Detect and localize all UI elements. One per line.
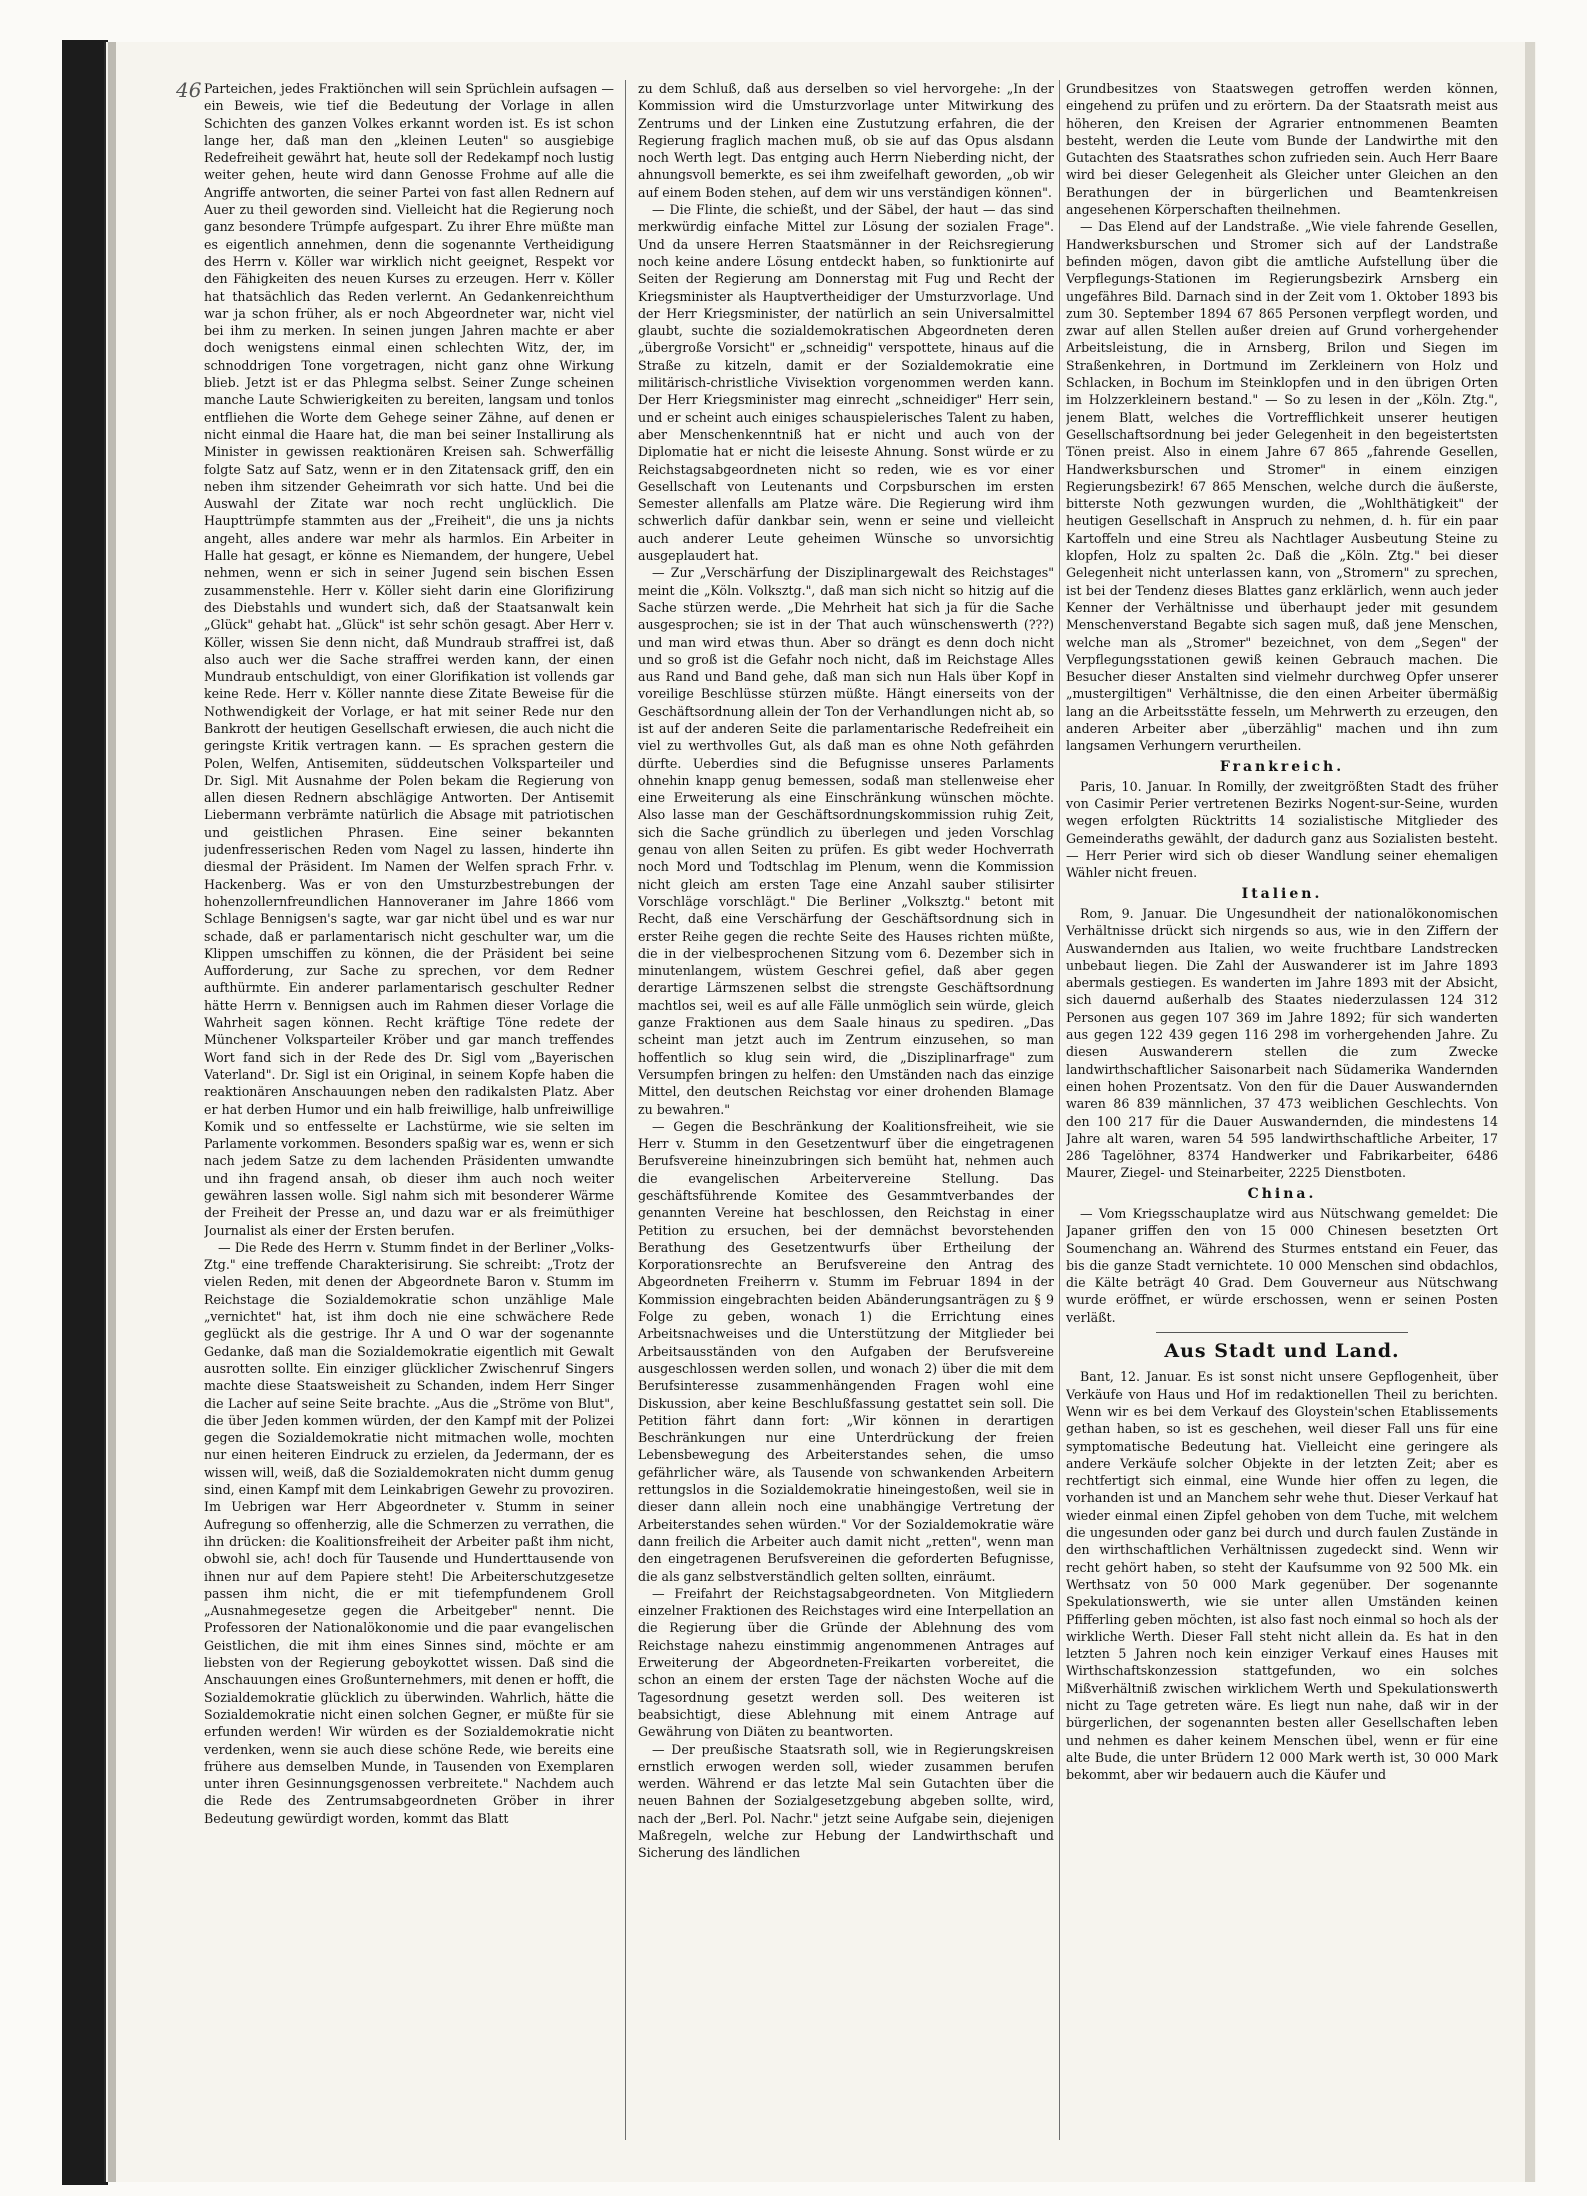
page-edge: [1525, 42, 1535, 2182]
article-paragraph: — Das Elend auf der Landstraße. „Wie viele fahrende Gesellen, Handwerksburschen und Stromer sich auf der Landstraße befinden mögen, davon gibt die amtliche Aufstellung über die Verpflegungs-Stationen im Regierungsbezirk Arnsberg ein ungefähres Bild. Darnach sind in der Zeit vom 1. Oktober 1893 bis zum 30. September 1894 67 865 Personen verpflegt worden, und zwar auf allen Stellen außer dreien auf Grund vorhergehender Arbeitsleistung, die in Arnsberg, Brilon und Siegen im Straßenkehren, in Dortmund im Zerkleinern von Holz und Schlacken, in Bochum im Steinklopfen und in den übrigen Orten im Holzzerkleinern bestand." — So zu lesen in der „Köln. Ztg.", jenem Blatt, welches die Vortrefflichkeit unserer heutigen Gesellschaftsordnung bei jeder Gelegenheit in den begeistertsten Tönen preist. Also in einem Jahre 67 865 „fahrende Gesellen, Handwerksburschen und Stromer" in einem einzigen Regierungsbezirk! 67 865 Menschen, welche durch die äußerste, bitterste Noth gezwungen wurden, die „Wohlthätigkeit" der heutigen Gesellschaft in Anspruch zu nehmen, d. h. für ein paar Kartoffeln und eine Streu als Nachtlager Ausbeutung Steine zu klopfen, Holz zu spalten 2c. Daß die „Köln. Ztg." bei dieser Gelegenheit nicht unterlassen kann, von „Stromern" zu sprechen, ist bei der Tendenz dieses Blattes ganz erklärlich, wenn auch jeder Kenner der Verhältnisse und überhaupt jeder mit gesundem Menschenverstand Begabte sich sagen muß, daß jene Menschen, welche man als „Stromer" bezeichnet, von dem „Segen" der Verpflegungsstationen gewiß keinen Gebrauch machen. Die Besucher dieser Anstalten sind vielmehr durchweg Opfer unserer „mustergiltigen" Verhältnisse, die den einen Arbeiter übermäßig lang an die Arbeitsstätte fesseln, um Mehrwerth zu erzeugen, den anderen Arbeiter aber „überzählig" machen und ihn zum langsamen Verhungern verurtheilen.: [1066, 219, 1498, 754]
article-paragraph: Rom, 9. Januar. Die Ungesundheit der nationalökonomischen Verhältnisse drückt sich nirgends so aus, wie in den Ziffern der Auswandernden aus Italien, wo weite fruchtbare Landstrecken unbebaut liegen. Die Zahl der Auswanderer ist im Jahre 1893 abermals gestiegen. Es wanderten im Jahre 1893 mit der Absicht, sich dauernd außerhalb des Staates niederzulassen 124 312 Personen aus gegen 107 369 im Jahre 1892; für sich wanderten aus gegen 122 439 gegen 116 298 im vorhergehenden Jahre. Zu diesen Auswanderern stellen die zum Zwecke landwirthschaftlicher Saisonarbeit nach Südamerika Wandernden einen hohen Prozentsatz. Von den für die Dauer Auswandernden waren 86 839 männlichen, 37 473 weiblichen Geschlechts. Von den 100 217 für die Dauer Auswandernden, die mindestens 14 Jahre alt waren, waren 54 595 landwirthschaftliche Arbeiter, 17 286 Tagelöhner, 8374 Handwerker und Fabrikarbeiter, 6486 Maurer, Ziegel- und Steinarbeiter, 2225 Dienstboten.: [1066, 905, 1498, 1181]
page-number: 46: [176, 78, 202, 102]
article-paragraph: zu dem Schluß, daß aus derselben so viel hervorgehe: „In der Kommission wird die Umsturzvorlage unter Mitwirkung des Zentrums und der Linken eine Zustutzung erfahren, die der Regierung fraglich machen muß, ob sie auf das Opus alsdann noch Werth legt. Das entging auch Herrn Nieberding nicht, der ahnungsvoll bemerkte, es sei ihm zweifelhaft geworden, „ob wir auf einem Boden stehen, auf dem wir uns verständigen können".: [638, 81, 1054, 200]
article-paragraph: — Die Flinte, die schießt, und der Säbel, der haut — das sind merkwürdig einfache Mittel zur Lösung der sozialen Frage". Und da unsere Herren Staatsmänner in der Reichsregierung noch keine andere Lösung entdeckt haben, so funktionirte auf Seiten der Regierung am Donnerstag mit Fug und Recht der Kriegsminister als Hauptvertheidiger der Umsturzvorlage. Und der Herr Kriegsminister, der natürlich an sein Universalmittel glaubt, suchte die sozialdemokratischen Abgeordneten deren „übergroße Vorsicht" er „schneidig" verspottete, hinaus auf die Straße zu kitzeln, damit er der Sozialdemokratie eine militärisch-christliche Vivisektion vorgenommen werden kann. Der Herr Kriegsminister mag einrecht „schneidiger" Herr sein, und er scheint auch einiges schauspielerisches Talent zu haben, aber Menschenkenntniß hat er nicht und auch von der Diplomatie hat er nicht die leiseste Ahnung. Sonst würde er zu Reichstagsabgeordneten nicht so reden, wie es vor einer Gesellschaft von Leutenants und Corpsburschen im ersten Semester allenfalls am Platze wäre. Die Regierung wird ihm schwerlich dafür dankbar sein, wenn er seine und vielleicht auch anderer Leute geheimen Wünsche so unvorsichtig ausgeplaudert hat.: [638, 202, 1054, 564]
article-paragraph: Grundbesitzes von Staatswegen getroffen werden können, eingehend zu prüfen und zu erörtern. Da der Staatsrath meist aus höheren, den Kreisen der Agrarier entnommenen Beamten besteht, werden die Leute vom Bunde der Landwirthe mit den Gutachten des Staatsrathes schon zufrieden sein. Auch Herr Baare wird bei dieser Gelegenheit als Gleicher unter Gleichen an den Berathungen der in bürgerlichen und Beamtenkreisen angesehenen Körperschaften theilnehmen.: [1066, 81, 1498, 218]
article-paragraph: — Vom Kriegsschauplatze wird aus Nütschwang gemeldet: Die Japaner griffen den von 15 000 Chinesen besetzten Ort Soumenchang an. Während des Sturmes entstand ein Feuer, das bis die ganze Stadt vernichtete. 10 000 Menschen sind obdachlos, die Kälte beträgt 40 Grad. Dem Gouverneur aus Nütschwang wurde eröffnet, er würde erschossen, wenn er seinen Posten verläßt.: [1066, 1206, 1498, 1325]
article-paragraph: — Der preußische Staatsrath soll, wie in Regierungskreisen ernstlich erwogen werden soll, wieder zusammen berufen werden. Während er das letzte Mal sein Gutachten über die neuen Bahnen der Sozialgesetzgebung abgeben sollte, wird, nach der „Berl. Pol. Nachr." jetzt seine Aufgabe sein, diejenigen Maßregeln, welche zur Hebung der Landwirthschaft und Sicherung des ländlichen: [638, 1741, 1054, 1861]
article-paragraph: Parteichen, jedes Fraktiönchen will sein Sprüchlein aufsagen — ein Beweis, wie tief die Bedeutung der Vorlage in allen Schichten des ganzen Volkes erkannt worden ist. Es ist schon lange her, daß man den „kleinen Leuten" so ausgiebige Redefreiheit gewährt hat, heute soll der Redekampf noch lustig weiter gehen, heute wird dann Genosse Frohme auf alle die Angriffe antworten, die seiner Partei von fast allen Rednern auf Auer zu theil geworden sind. Vielleicht hat die Regierung noch ganz besondere Trümpfe aufgespart. Zu ihrer Ehre müßte man es eigentlich annehmen, denn die sogenannte Vertheidigung des Herrn v. Köller war wirklich nicht geeignet, Respekt vor den Fähigkeiten des neuen Kurses zu erzeugen. Herr v. Köller hat thatsächlich das Reden verlernt. An Gedankenreichthum war ja schon früher, als er noch Abgeordneter war, nicht viel bei ihm zu merken. In seinen jungen Jahren machte er aber doch wenigstens einmal einen schlechten Witz, der, im schnoddrigen Tone vorgetragen, nicht ganz ohne Wirkung blieb. Jetzt ist er das Phlegma selbst. Seiner Zunge scheinen manche Laute Schwierigkeiten zu bereiten, langsam und tonlos entfliehen die Worte dem Gehege seiner Zähne, auf denen er nicht einmal die Haare hat, die man bei seiner Installirung als Minister in gewissen reaktionären Kreisen sah. Schwerfällig folgte Satz auf Satz, wenn er in den Zitatensack griff, den ein neben ihm sitzender Geheimrath vor sich hatte. Und bei die Auswahl der Zitate war noch recht unglücklich. Die Haupttrümpfe stammten aus der „Freiheit", die uns ja nichts angeht, alles andere war mehr als harmlos. Ein Arbeiter in Halle hat gesagt, er könne es Niemandem, der hungere, Uebel nehmen, wenn er sich in seiner Jugend sein bischen Essen zusammenstehle. Herr v. Köller sieht darin eine Glorifizirung des Diebstahls und wundert sich, daß der Staatsanwalt kein „Glück" gehabt hat. „Glück" ist sehr schön gesagt. Aber Herr v. Köller, wissen Sie denn nicht, daß Mundraub straffrei ist, daß also auch wer die Sache straffrei werden kann, der einen Mundraub entschuldigt, von einer Glorifikation ist vollends gar keine Rede. Herr v. Köller nannte diese Zitate Beweise für die Nothwendigkeit der Vorlage, er hat mit seiner Rede nur den Bankrott der heutigen Gesellschaft erwiesen, die auch nicht die geringste Kritik vertragen kann. — Es sprachen gestern die Polen, Welfen, Antisemiten, süddeutschen Volksparteiler und Dr. Sigl. Mit Ausnahme der Polen bekam die Regierung von allen diesen Rednern abschlägige Antworten. Der Antisemit Liebermann verbrämte natürlich die Absage mit patriotischen und geistlichen Phrasen. Eine seiner bekannten judenfresserischen Reden vom Nagel zu lassen, hinderte ihn diesmal der Präsident. Im Namen der Welfen sprach Frhr. v. Hackenberg. Was er von den Umsturzbestrebungen der hohenzollernfreundlichen Hannoveraner im Jahre 1866 vom Schlage Bennigsen's sagte, war gar nicht übel und es war nur schade, daß er parlamentarisch nicht geschulter war, um die Klippen umschiffen zu können, die der Präsident bei seine Aufforderung, zur Sache zu sprechen, vor dem Redner aufthürmte. Ein anderer parlamentarisch geschulter Redner hätte Herrn v. Bennigsen auch im Rahmen dieser Vorlage die Wahrheit sagen können. Recht kräftige Töne redete der Münchener Volksparteiler Kröber und gar manch treffendes Wort fand sich in der Rede des Dr. Sigl vom „Bayerischen Vaterland". Dr. Sigl ist ein Original, in seinem Kopfe haben die reaktionären Anschauungen neben den radikalsten Platz. Aber er hat derben Humor und ein halb freiwillige, halb unfreiwillige Komik und so entfesselte er Lachstürme, wie sie selten im Parlamente vorkommen. Besonders spaßig war es, wenn er sich nach jedem Satze zu dem lachenden Präsidenten umwandte und ihn fragend ansah, ob dieser ihm auch noch weiter gewähren lassen wolle. Sigl nahm sich mit besonderer Wärme der Freiheit der Presse an, und dazu war er als freimüthiger Journalist als einer der Ersten berufen.: [204, 81, 614, 1238]
book-binding: [62, 40, 108, 2185]
article-paragraph: — Freifahrt der Reichstagsabgeordneten. Von Mitgliedern einzelner Fraktionen des Reichstages wird eine Interpellation an die Regierung über die Gründe der Ablehnung des vom Reichstage nahezu einstimmig angenommenen Antrages auf Erweiterung der Abgeordneten-Freikarten vorbereitet, die schon an einem der ersten Tage der nächsten Woche auf die Tagesordnung gesetzt werden soll. Des weiteren ist beabsichtigt, diese Ablehnung mit einem Antrage auf Gewährung von Diäten zu beantworten.: [638, 1585, 1054, 1740]
column-3: [1066, 80, 1498, 2140]
article-paragraph: Bant, 12. Januar. Es ist sonst nicht unsere Gepflogenheit, über Verkäufe von Haus und Hof im redaktionellen Theil zu berichten. Wenn wir es bei dem Verkauf des Gloystein'schen Etablissements gethan haben, so ist es geschehen, weil dieser Fall uns für eine symptomatische Bedeutung hat. Vielleicht eine geringere als andere Verkäufe solcher Objekte in der letzten Zeit; aber es rechtfertigt sich einmal, eine Wunde hier offen zu legen, die vorhanden ist und an Manchem sehr wehe thut. Dieser Verkauf hat wieder einmal einen Zipfel gehoben von dem Tuche, mit welchem die ungesunden oder ganz bei durch und durch faulen Zustände in den wirthschaftlichen Verhältnissen zugedeckt sind. Wenn wir recht gehört haben, so steht der Kaufsumme von 92 500 Mk. ein Werthsatz von 50 000 Mark gegenüber. Der sogenannte Spekulationswerth, wie sie unter allen Umständen keinen Pfifferling geben möchten, ist also fast noch einmal so hoch als der wirkliche Werth. Dieser Fall steht nicht allein da. Es hat in den letzten 5 Jahren noch kein einziger Verkauf eines Hauses mit Wirthschaftskonzession stattgefunden, wo ein solches Mißverhältniß zwischen wirklichem Werth und Spekulationswerth nicht zu Tage getreten wäre. Es liegt nun nahe, daß wir in der bürgerlichen, der sogenannten besten aller Gesellschaften leben und nehmen es daher keinem Menschen übel, wenn er für eine alte Bude, die unter Brüdern 12 000 Mark werth ist, 30 000 Mark bekommt, aber wir bedauern auch die Käufer und: [1066, 1369, 1498, 1783]
section-heading-stadt-land: Aus Stadt und Land.: [1164, 1340, 1400, 1363]
column-1: [204, 80, 614, 2140]
section-heading-frankreich: Frankreich.: [1219, 758, 1345, 775]
column-rule: [1059, 80, 1060, 2140]
section-heading-italien: Italien.: [1241, 885, 1323, 902]
article-paragraph: — Gegen die Beschränkung der Koalitionsfreiheit, wie sie Herr v. Stumm in den Gesetzentwurf über die eingetragenen Berufsvereine hineinzubringen sich bemüht hat, nehmen auch die evangelischen Arbeitervereine Stellung. Das geschäftsführende Komitee des Gesammtverbandes der genannten Vereine hat beschlossen, den Reichstag in einer Petition zu ersuchen, bei der demnächst bevorstehenden Berathung des Gesetzentwurfs über Ertheilung der Korporationsrechte an Berufsvereine den Antrag des Abgeordneten Freiherrn v. Stumm im Februar 1894 in der Kommission eingebrachten beiden Abänderungsanträgen zu § 9 Folge zu geben, wonach 1) die Errichtung eines Arbeitsnachweises und die Unterstützung der Mitglieder bei Arbeitsausständen von den Aufgaben der Berufsvereine ausgeschlossen werden sollen, und wonach 2) über die mit dem Berufsinteresse zusammenhängenden Fragen wohl eine Diskussion, aber keine Beschlußfassung gestattet sein soll. Die Petition fährt dann fort: „Wir können in derartigen Beschränkungen nur eine Unterdrückung der freien Lebensbewegung des Arbeiterstandes sehen, die umso gefährlicher wäre, als Tausende von schwankenden Arbeitern rettungslos in die Sozialdemokratie hineingestoßen, weil sie in dieser dann allein noch eine unabhängige Vertretung der Arbeiterstandes sehen würden." Vor der Sozialdemokratie wäre dann freilich die Arbeiter auch damit nicht „retten", wenn man den eingetragenen Berufsvereinen die geforderten Befugnisse, die als ganz selbstverständlich gelten sollten, einräumt.: [638, 1118, 1054, 1584]
binding-edge: [108, 42, 116, 2182]
article-paragraph: Paris, 10. Januar. In Romilly, der zweitgrößten Stadt des früher von Casimir Perier vertretenen Bezirks Nogent-sur-Seine, wurden wegen erfolgten Rücktritts 14 sozialistische Mitglieder des Gemeinderaths gewählt, der dadurch ganz aus Sozialisten besteht. — Herr Perier wird sich ob dieser Wandlung seiner ehemaligen Wähler nicht freuen.: [1066, 778, 1498, 881]
section-heading-china: China.: [1247, 1185, 1317, 1202]
article-paragraph: — Die Rede des Herrn v. Stumm findet in der Berliner „Volks-Ztg." eine treffende Charakterisirung. Sie schreibt: „Trotz der vielen Reden, mit denen der Abgeordnete Baron v. Stumm im Reichstage die Sozialdemokratie schon unzählige Male „vernichtet" hat, ist ihm doch nie eine schwächere Rede geglückt als die gestrige. Ihr A und O war der sogenannte Gedanke, daß man die Sozialdemokratie eigentlich mit Gewalt ausrotten sollte. Ein einziger glücklicher Zwischenruf Singers machte diese Staatsweisheit zu Schanden, indem Herr Singer die Lacher auf seine Seite brachte. „Aus die „Ströme von Blut", die über Jeden kommen würden, der den Kampf mit der Polizei gegen die Sozialdemokratie nicht mitmachen wolle, mochten nur einen heiteren Eindruck zu erzielen, da Jedermann, der es wissen will, weiß, daß die Sozialdemokraten nicht dumm genug sind, einen Kampf mit dem Leinkabrigen Gewehr zu provoziren. Im Uebrigen war Herr Abgeordneter v. Stumm in seiner Aufregung so offenherzig, alle die Schmerzen zu verrathen, die ihn drücken: die Koalitionsfreiheit der Arbeiter paßt ihm nicht, obwohl sie, ach! doch für Tausende und Hunderttausende von ihnen nur auf dem Papiere steht! Die Arbeiterschutzgesetze passen ihm nicht, die er mit tiefempfundenem Groll „Ausnahmegesetze gegen die Arbeitgeber" nennt. Die Professoren der Nationalökonomie und die paar evangelischen Geistlichen, die mit ihm eines Sinnes sind, möchte er am liebsten von der Regierung geboykottet wissen. Daß sind die Anschauungen eines Großunternehmers, mit denen er hofft, die Sozialdemokratie glücklich zu überwinden. Wahrlich, hätte die Sozialdemokratie nicht einen solchen Gegner, er müßte für sie erfunden werden! Wir würden es der Sozialdemokratie nicht verdenken, wenn sie auch diese schöne Rede, wie bereits eine frühere aus demselben Munde, in Tausenden von Exemplaren unter ihren Gesinnungsgenossen verbreitete." Nachdem auch die Rede des Zentrumsabgeordneten Gröber in ihrer Bedeutung gewürdigt worden, kommt das Blatt: [204, 1239, 614, 1826]
column-2: [638, 80, 1054, 2140]
article-paragraph: — Zur „Verschärfung der Disziplinargewalt des Reichstages" meint die „Köln. Volksztg.", daß man sich nicht so hitzig auf die Sache stürzen werde. „Die Mehrheit hat sich ja für die Sache ausgesprochen; sie ist in der That auch wünschenswerth (???) und man wird etwas thun. Aber so drängt es denn doch nicht und so groß ist die Gefahr noch nicht, daß im Reichstage Alles aus Rand und Band gehe, daß man sich nun Hals über Kopf in voreilige Beschlüsse stürzen müßte. Hängt einerseits von der Geschäftsordnung allein der Ton der Verhandlungen nicht ab, so ist auf der anderen Seite die parlamentarische Redefreiheit ein viel zu werthvolles Gut, als daß man es ohne Noth gefährden dürfte. Ueberdies sind die Befugnisse unseres Parlaments ohnehin knapp genug bemessen, sodaß man stellenweise eher eine Erweiterung als eine Einschränkung wünschen möchte. Also lasse man der Geschäftsordnungskommission ruhig Zeit, sich die Sache gründlich zu überlegen und jeden Vorschlag genau von allen Seiten zu prüfen. Es gibt weder Hochverrath noch Mord und Todtschlag im Plenum, wenn die Kommission nicht gleich am ersten Tage eine Anzahl sauber stilisirter Vorschläge vorschlägt." Die Berliner „Volksztg." betont mit Recht, daß eine Verschärfung der Geschäftsordnung sich in erster Reihe gegen die rechte Seite des Hauses richten müßte, die in der vielbesprochenen Sitzung vom 6. Dezember sich in minutenlangem, wüstem Geschrei gefiel, daß aber gegen derartige Lärmszenen selbst die strengste Geschäftsordnung machtlos sei, weil es auf alle Fälle unmöglich sein würde, gleich ganze Fraktionen aus dem Saale hinaus zu spediren. „Das scheint man jetzt auch im Zentrum einzusehen, so man hoffentlich so klug sein wird, die „Disziplinarfrage" zum Versumpfen bringen zu helfen: den Umständen nach das einzige Mittel, den deutschen Reichstag vor einer drohenden Blamage zu bewahren.": [638, 565, 1054, 1117]
section-divider: [1156, 1332, 1408, 1333]
column-rule: [625, 80, 626, 2140]
